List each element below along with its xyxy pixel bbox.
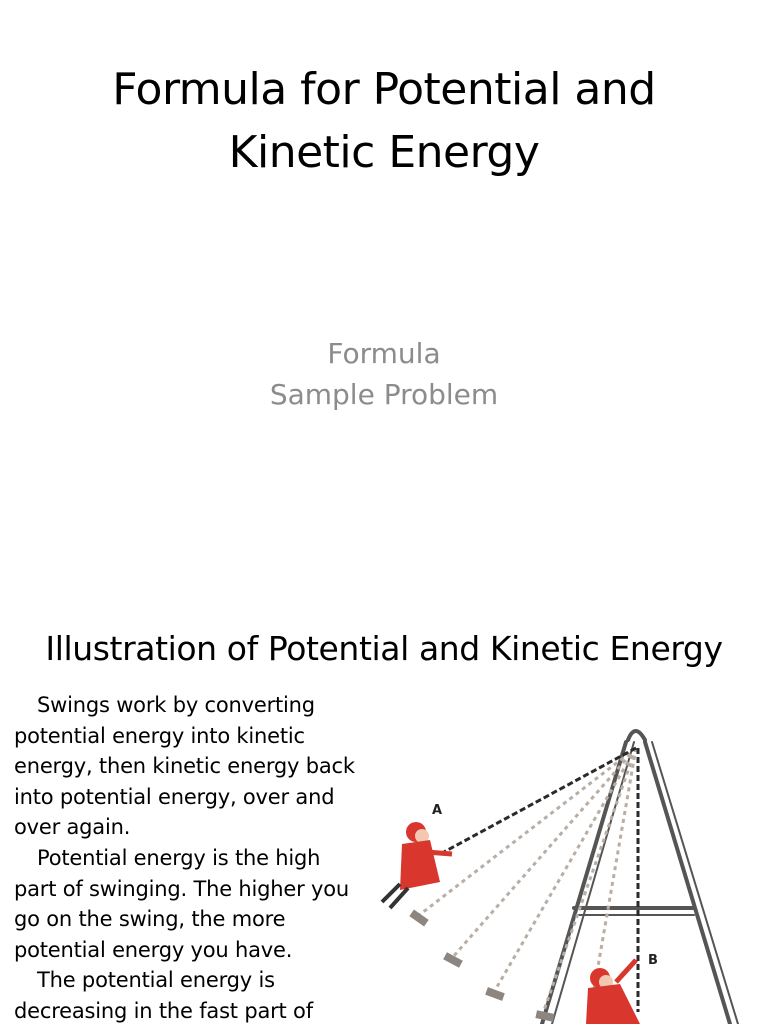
girl-at-position-a <box>382 822 452 908</box>
subtitle <box>0 333 768 415</box>
page-title <box>0 58 768 184</box>
swing-illustration <box>360 712 760 1024</box>
swing-seat-trail <box>409 910 554 1022</box>
subtitle-line-formula: Formula <box>327 337 441 370</box>
label-a: A <box>432 803 443 818</box>
paragraph-swings: Swings work by converting potential energy into kinetic energy, then kinetic energy back into potential energy, over and over again. <box>14 693 355 840</box>
paragraph-potential-high: Potential energy is the high part of swinging. The higher you go on the swing, the more potential energy you have. <box>14 845 350 962</box>
title-line-2: Kinetic Energy <box>228 127 540 178</box>
subtitle-line-sample-problem: Sample Problem <box>269 378 499 411</box>
label-b: B <box>648 953 658 968</box>
body-text <box>14 690 364 1027</box>
swing-frame <box>542 731 738 1024</box>
title-line-1: Formula for Potential and <box>112 64 656 115</box>
paragraph-potential-decreasing: The potential energy is decreasing in the fast part of <box>14 968 313 1023</box>
slide-heading: Illustration of Potential and Kinetic Energy <box>45 629 723 668</box>
girl-at-position-b <box>586 960 640 1024</box>
